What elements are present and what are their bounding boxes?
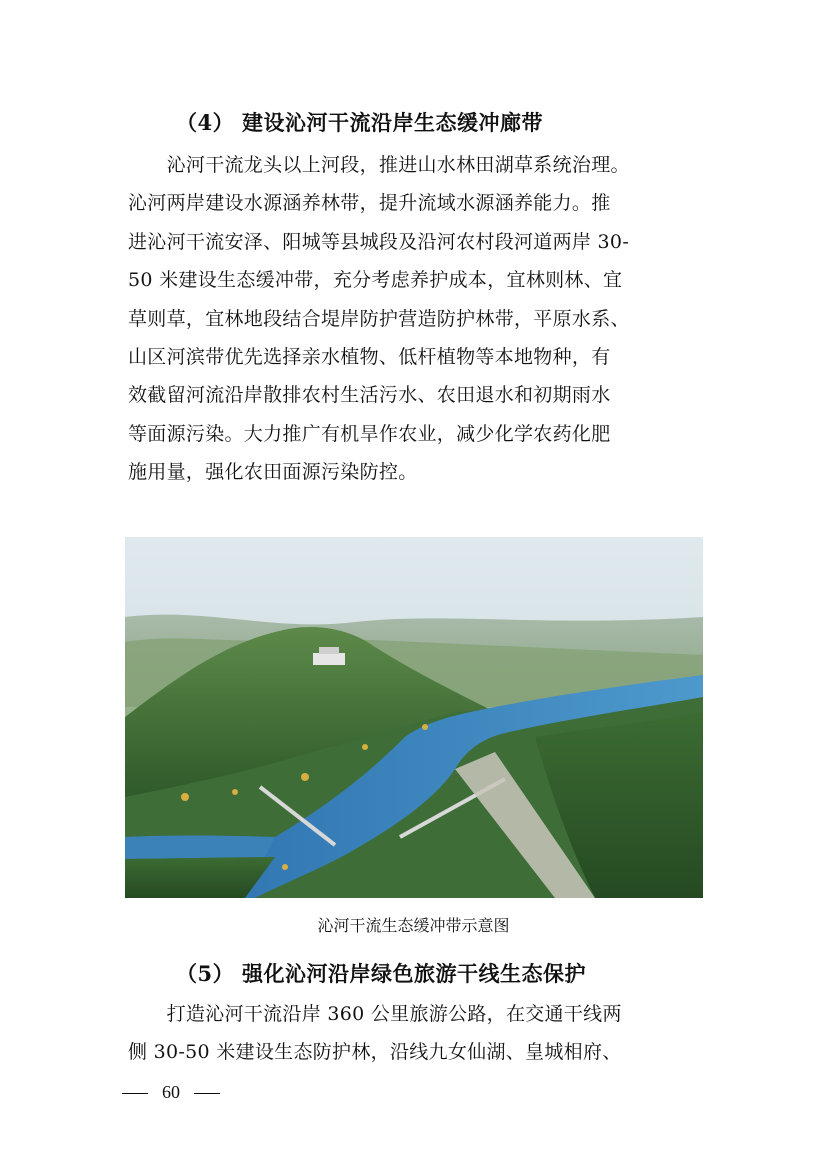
page-footer [122, 1082, 220, 1103]
section-5-heading [176, 958, 586, 988]
paragraph-line: 侧 30-50 米建设生态防护林，沿线九女仙湖、皇城相府、 [128, 1041, 622, 1064]
section-4-title: 建设沁河干流沿岸生态缓冲廊带 [242, 110, 543, 135]
figure-caption: 沁河干流生态缓冲带示意图 [317, 916, 510, 935]
section-4-paragraph [128, 146, 700, 492]
paragraph-line: 沁河干流龙头以上河段，推进山水林田湖草系统治理。 [128, 154, 630, 176]
section-4-number: （4） [176, 110, 235, 135]
section-5-title: 强化沁河沿岸绿色旅游干线生态保护 [242, 961, 586, 986]
footer-dash-right [194, 1093, 220, 1094]
paragraph-line: 沁河两岸建设水源涵养林带，提升流域水源涵养能力。推 [128, 192, 611, 215]
paragraph-line: 效截留河流沿岸散排农村生活污水、农田退水和初期雨水 [128, 384, 611, 407]
paragraph-line: 等面源污染。大力推广有机旱作农业，减少化学农药化肥 [128, 422, 611, 445]
aerial-rendering-image [125, 537, 703, 898]
page-number: 60 [162, 1082, 180, 1102]
section-5-number: （5） [176, 961, 235, 986]
paragraph-line: 草则草，宜林地段结合堤岸防护营造防护林带，平原水系、 [128, 307, 630, 330]
paragraph-line: 山区河滨带优先选择亲水植物、低杆植物等本地物种，有 [128, 345, 611, 368]
section-4-heading [176, 107, 543, 137]
footer-dash-left [122, 1093, 148, 1094]
paragraph-line: 50 米建设生态缓冲带，充分考虑养护成本，宜林则林、宜 [128, 269, 623, 292]
paragraph-line: 打造沁河干流沿岸 360 公里旅游公路，在交通干线两 [128, 1003, 622, 1025]
paragraph-line: 进沁河干流安泽、阳城等县城段及沿河农村段河道两岸 30- [128, 230, 630, 253]
river-buffer-illustration [125, 537, 703, 898]
paragraph-line: 施用量，强化农田面源污染防控。 [128, 461, 418, 484]
section-5-paragraph [128, 995, 700, 1072]
